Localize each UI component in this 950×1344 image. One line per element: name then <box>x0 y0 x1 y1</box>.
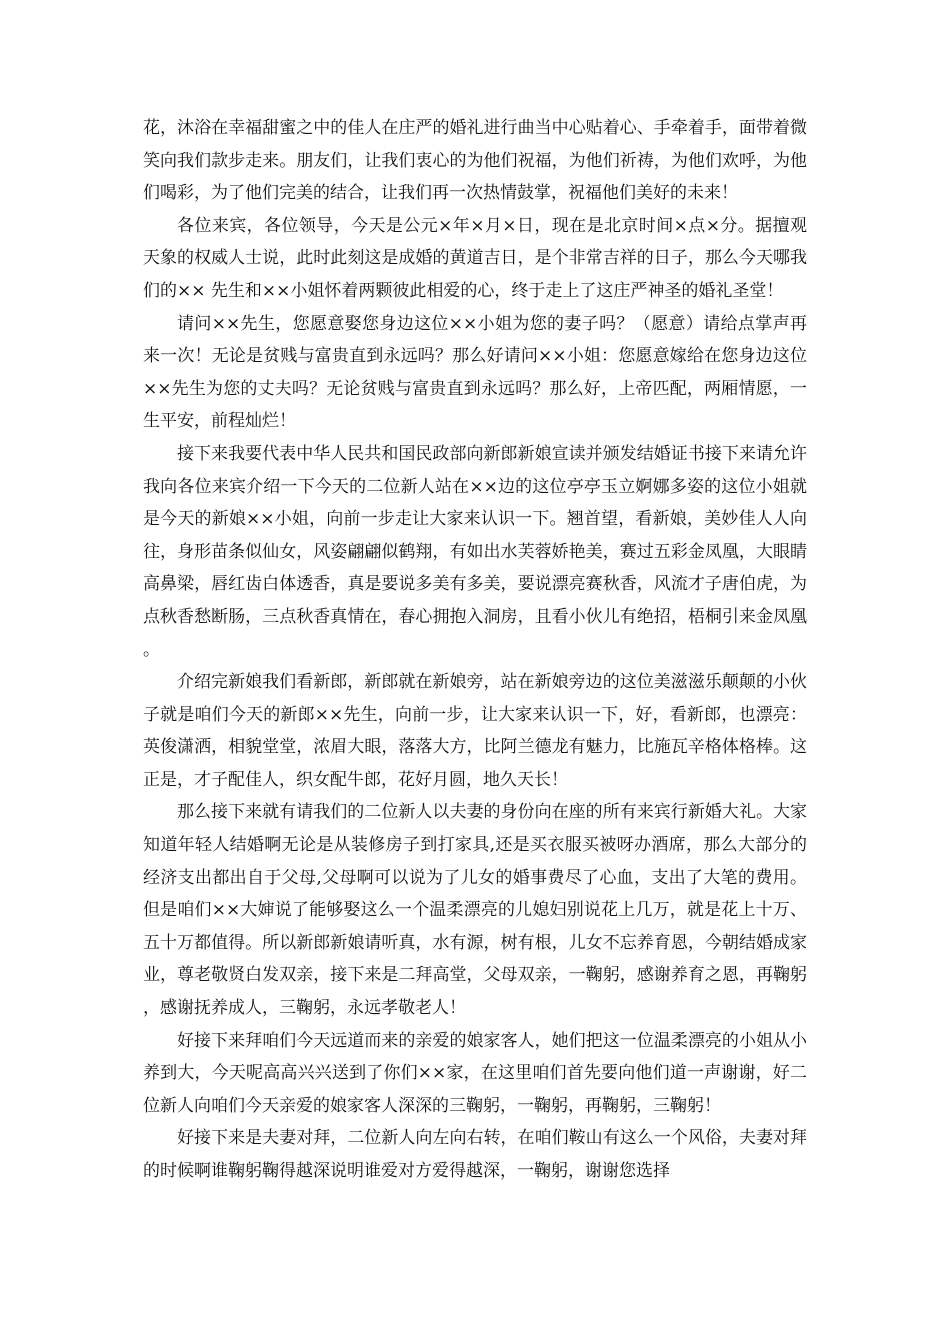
paragraph: 接下来我要代表中华人民共和国民政部向新郎新娘宣读并颁发结婚证书接下来请允许我向各位来宾介绍一下今天的二位新人站在××边的这位亭亭玉立婀娜多姿的这位小姐就是今天的新娘××小姐，向前一步走让大家来认识一下。翘首望，看新娘，美妙佳人人向往，身形苗条似仙女，风姿翩翩似鹤翔，有如出水芙蓉娇艳美，赛过五彩金凤凰，大眼睛高鼻梁，唇红齿白体透香，真是要说多美有多美，要说漂亮赛秋香，风流才子唐伯虎，为点秋香愁断肠，三点秋香真情在，春心拥抱入洞房，且看小伙儿有绝招，梧桐引来金凤凰。 <box>143 443 807 660</box>
paragraph: 好接下来是夫妻对拜，二位新人向左向右转，在咱们鞍山有这么一个风俗，夫妻对拜的时候啊谁鞠躬鞠得越深说明谁爱对方爱得越深，一鞠躬，谢谢您选择 <box>143 1128 807 1181</box>
paragraph: 各位来宾，各位领导，今天是公元×年×月×日，现在是北京时间×点×分。据擅观天象的权威人士说，此时此刻这是成婚的黄道吉日，是个非常吉祥的日子，那么今天哪我们的×× 先生和××小姐怀着两颗彼此相爱的心，终于走上了这庄严神圣的婚礼圣堂！ <box>143 215 807 301</box>
paragraph: 介绍完新娘我们看新郎，新郎就在新娘旁，站在新娘旁边的这位美滋滋乐颠颠的小伙子就是咱们今天的新郎××先生，向前一步，让大家来认识一下，好，看新郎，也漂亮：英俊潇洒，相貌堂堂，浓眉大眼，落落大方，比阿兰德龙有魅力，比施瓦辛格体格棒。这正是，才子配佳人，织女配牛郎，花好月圆，地久天长！ <box>143 672 807 790</box>
paragraph: 那么接下来就有请我们的二位新人以夫妻的身份向在座的所有来宾行新婚大礼。大家知道年轻人结婚啊无论是从装修房子到打家具,还是买衣服买被呀办酒席，那么大部分的经济支出都出自于父母,父母啊可以说为了儿女的婚事费尽了心血，支出了大笔的费用。但是咱们××大婶说了能够娶这么一个温柔漂亮的儿媳妇别说花上几万，就是花上十万、五十万都值得。所以新郎新娘请听真，水有源，树有根，儿女不忘养育恩，今朝结婚成家业，尊老敬贤白发双亲，接下来是二拜高堂，父母双亲，一鞠躬，感谢养育之恩，再鞠躬，感谢抚养成人，三鞠躬，永远孝敬老人！ <box>143 802 807 1019</box>
paragraph: 花，沐浴在幸福甜蜜之中的佳人在庄严的婚礼进行曲当中心贴着心、手牵着手，面带着微笑向我们款步走来。朋友们，让我们衷心的为他们祝福，为他们祈祷，为他们欢呼，为他们喝彩，为了他们完美的结合，让我们再一次热情鼓掌，祝福他们美好的未来！ <box>143 118 807 204</box>
paragraph: 好接下来拜咱们今天远道而来的亲爱的娘家客人，她们把这一位温柔漂亮的小姐从小养到大，今天呢高高兴兴送到了你们××家，在这里咱们首先要向他们道一声谢谢，好二位新人向咱们今天亲爱的娘家客人深深的三鞠躬，一鞠躬，再鞠躬，三鞠躬！ <box>143 1030 807 1116</box>
paragraph: 请问××先生，您愿意娶您身边这位××小姐为您的妻子吗？（愿意）请给点掌声再来一次！无论是贫贱与富贵直到永远吗？那么好请问××小姐：您愿意嫁给在您身边这位××先生为您的丈夫吗？无论贫贱与富贵直到永远吗？那么好，上帝匹配，两厢情愿，一生平安，前程灿烂！ <box>143 313 807 432</box>
document-page <box>143 112 807 1188</box>
